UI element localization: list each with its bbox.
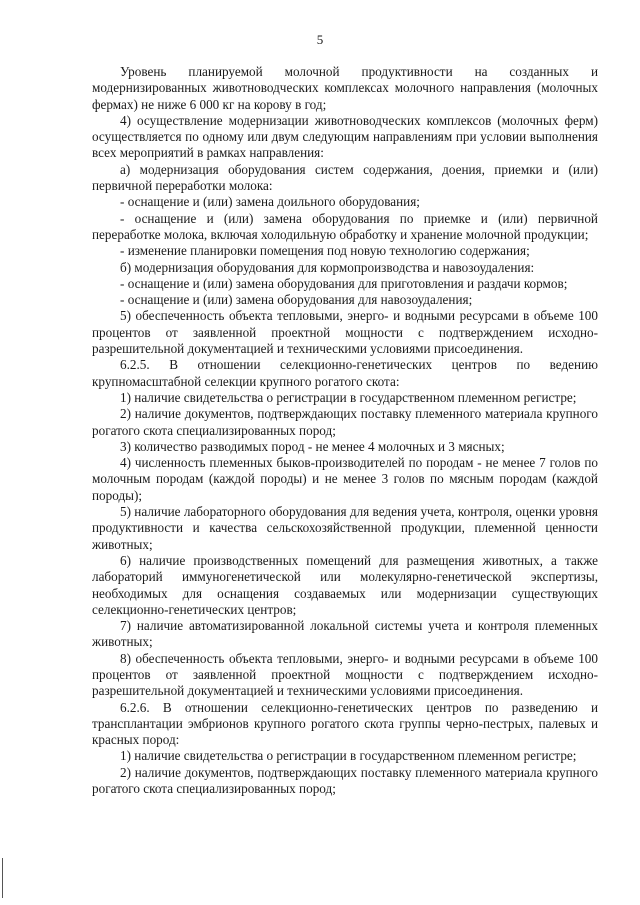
paragraph: 8) обеспеченность объекта тепловыми, энерго- и водными ресурсами в объеме 100 процентов от заявленной проектной мощности с подтверждением исходно-разрешительной документацией и техническими условиями присоединения. [92, 650, 598, 699]
page-number: 5 [316, 32, 324, 47]
paragraph: 6) наличие производственных помещений для размещения животных, а также лабораторий иммуногенетической или молекулярно-генетической экспертизы, необходимых для оснащения создаваемых или модернизации существующих селекционно-генетических центров; [92, 552, 598, 617]
paragraph: б) модернизация оборудования для кормопроизводства и навозоудаления: [120, 259, 535, 275]
paragraph: 4) численность племенных быков-производителей по породам - не менее 7 голов по молочным породам (каждой породы) и не менее 3 голов по мясным породам (каждой породы); [92, 455, 598, 503]
document-body [92, 64, 598, 797]
paragraph: 5) обеспеченность объекта тепловыми, энерго- и водными ресурсами в объеме 100 процентов от заявленной проектной мощности с подтверждением исходно-разрешительной документацией и техническими условиями присоединения. [92, 308, 598, 357]
section-heading-6-2-6: 6.2.6. В отношении селекционно-генетических центров по разведению и трансплантации эмбрионов крупного рогатого скота группы черно-пестрых, палевых и красных пород: [92, 699, 598, 748]
scan-margin-mark [2, 858, 3, 898]
paragraph: 4) осуществление модернизации животноводческих комплексов (молочных ферм) осуществляется по одному или двум следующим направлениям при условии выполнения всех мероприятий в рамках направления: [92, 112, 598, 161]
paragraph: 7) наличие автоматизированной локальной системы учета и контроля племенных животных; [92, 618, 598, 650]
paragraph: а) модернизация оборудования систем содержания, доения, приемки и (или) первичной переработки молока: [92, 161, 598, 194]
paragraph: 5) наличие лабораторного оборудования для ведения учета, контроля, оценки уровня продуктивности и качества сельскохозяйственной продукции, племенной ценности животных; [92, 504, 598, 552]
paragraph: Уровень планируемой молочной продуктивности на созданных и модернизированных животноводческих комплексах молочного направления (молочных фермах) не ниже 6 000 кг на корову в год; [92, 64, 598, 112]
paragraph: - оснащение и (или) замена оборудования по приемке и (или) первичной переработке молока, включая холодильную обработку и хранение молочной продукции; [92, 210, 598, 242]
paragraph: 2) наличие документов, подтверждающих поставку племенного материала крупного рогатого скота специализированных пород; [92, 406, 598, 438]
paragraph: - оснащение и (или) замена оборудования для навозоудаления; [120, 292, 473, 308]
paragraph: 1) наличие свидетельства о регистрации в государственном племенном регистре; [120, 389, 577, 405]
paragraph: 2) наличие документов, подтверждающих поставку племенного материала крупного рогатого скота специализированных пород; [92, 764, 598, 797]
paragraph: - изменение планировки помещения под новую технологию содержания; [120, 243, 530, 259]
paragraph: - оснащение и (или) замена доильного оборудования; [120, 194, 420, 210]
paragraph: 3) количество разводимых пород - не менее 4 молочных и 3 мясных; [120, 438, 505, 454]
paragraph: - оснащение и (или) замена оборудования для приготовления и раздачи кормов; [120, 275, 568, 291]
paragraph: 1) наличие свидетельства о регистрации в государственном племенном регистре; [120, 748, 577, 764]
section-heading-6-2-5: 6.2.5. В отношении селекционно-генетических центров по ведению крупномасштабной селекции крупного рогатого скота: [92, 357, 598, 389]
